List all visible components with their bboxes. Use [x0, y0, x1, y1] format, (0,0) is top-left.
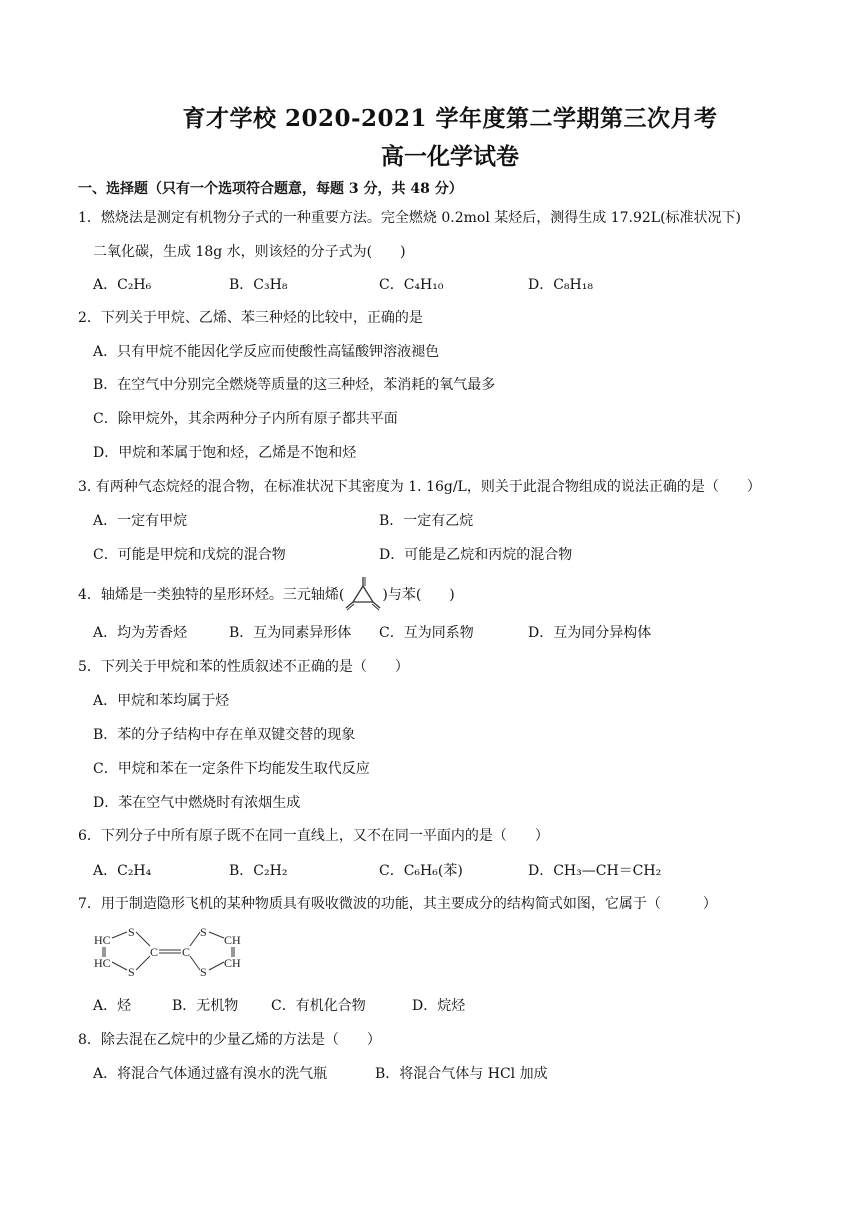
q6-stem: 6．下列分子中所有原子既不在同一直线上，又不在同一平面内的是（ ）: [78, 828, 549, 844]
structure-c-2: C: [182, 945, 191, 959]
q3-stem: 3. 有两种气态烷烃的混合物，在标准状况下其密度为 1. 16g/L，则关于此混合物组成的说法正确的是（ ）: [78, 479, 761, 495]
q4-option-c: C．互为同系物: [379, 625, 474, 641]
q4-option-b: B．互为同素异形体: [229, 625, 352, 641]
q7-option-c: C．有机化合物: [271, 998, 366, 1014]
q4-option-a: A．均为芳香烃: [93, 625, 188, 641]
structure-ch-bottom: CH: [224, 956, 241, 970]
structure-s-1: S: [128, 925, 135, 939]
q2-option-d: D．甲烷和苯属于饱和烃，乙烯是不饱和烃: [93, 445, 357, 461]
q1-option-b: B．C₃H₈: [229, 277, 288, 293]
q4-stem: [78, 584, 455, 604]
q3-option-d: D．可能是乙烷和丙烷的混合物: [379, 547, 573, 563]
q3-option-c: C．可能是甲烷和戊烷的混合物: [93, 547, 286, 563]
q5-option-d: D．苯在空气中燃烧时有浓烟生成: [93, 795, 301, 811]
structure-ch-top: CH: [224, 933, 241, 947]
q3-option-b: B．一定有乙烷: [379, 513, 474, 529]
structure-s-2: S: [128, 965, 135, 979]
q8-stem: 8．除去混在乙烷中的少量乙烯的方法是（ ）: [78, 1032, 381, 1048]
structure-c-1: C: [150, 945, 159, 959]
q2-option-b: B．在空气中分别完全燃烧等质量的这三种烃，苯消耗的氧气最多: [93, 377, 496, 393]
q3-option-a: A．一定有甲烷: [93, 513, 188, 529]
q8-option-b: B．将混合气体与 HCl 加成: [375, 1066, 548, 1082]
q2-stem: 2．下列关于甲烷、乙烯、苯三种烃的比较中，正确的是: [78, 310, 423, 326]
q2-option-c: C．除甲烷外，其余两种分子内所有原子都共平面: [93, 411, 398, 427]
q1-stem-line1: 1．燃烧法是测定有机物分子式的一种重要方法。完全燃烧 0.2mol 某烃后，测得生成 17.92L(标准状况下): [78, 210, 742, 226]
q1-option-c: C．C₄H₁₀: [379, 277, 444, 293]
q7-option-d: D．烷烃: [412, 998, 466, 1014]
structure-hc-bottom: HC: [94, 956, 111, 970]
q5-stem: 5．下列关于甲烷和苯的性质叙述不正确的是（ ）: [78, 659, 409, 675]
q4-stem-before: 4．轴烯是一类独特的星形环烃。三元轴烯(: [78, 587, 345, 603]
q5-option-a: A．甲烷和苯均属于烃: [93, 693, 230, 709]
q5-option-c: C．甲烷和苯在一定条件下均能发生取代反应: [93, 761, 370, 777]
radialene-structure-icon: [344, 575, 382, 611]
q2-option-a: A．只有甲烷不能因化学反应而使酸性高锰酸钾溶液褪色: [93, 344, 440, 360]
exam-title: 育才学校 2020-2021 学年度第二学期第三次月考: [182, 105, 718, 132]
structure-s-4: S: [200, 965, 207, 979]
exam-subtitle: 高一化学试卷: [381, 143, 519, 170]
section-heading: 一、选择题（只有一个选项符合题意，每题 3 分，共 48 分）: [78, 181, 463, 197]
q7-stem: 7．用于制造隐形飞机的某种物质具有吸收微波的功能，其主要成分的结构简式如图，它属于（ ）: [78, 896, 717, 912]
q6-option-d: D．CH₃—CH＝CH₂: [528, 863, 662, 879]
q1-option-a: A．C₂H₆: [93, 277, 152, 293]
q6-option-b: B．C₂H₂: [229, 863, 288, 879]
q7-option-b: B．无机物: [172, 998, 239, 1014]
q8-option-a: A．将混合气体通过盛有溴水的洗气瓶: [93, 1066, 328, 1082]
structure-s-3: S: [200, 925, 207, 939]
q6-option-a: A．C₂H₄: [93, 863, 152, 879]
q4-stem-after: )与苯( ): [382, 587, 455, 603]
q1-option-d: D．C₈H₁₈: [528, 277, 593, 293]
q4-option-d: D．互为同分异构体: [528, 625, 652, 641]
q7-option-a: A．烃: [93, 998, 132, 1014]
q5-option-b: B．苯的分子结构中存在单双键交替的现象: [93, 727, 356, 743]
q1-stem-line2: 二氧化碳，生成 18g 水，则该烃的分子式为( ): [93, 244, 406, 260]
q6-option-c: C．C₆H₆(苯): [379, 863, 463, 879]
structure-hc-top: HC: [94, 933, 111, 947]
tetrathiafulvalene-structure-icon: [92, 924, 262, 980]
